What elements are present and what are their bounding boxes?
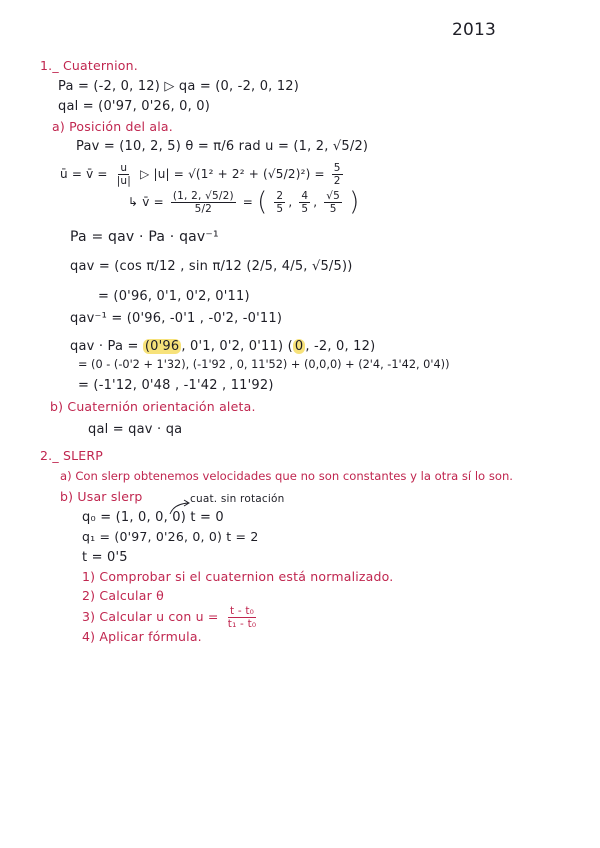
v-c3-num: √5 — [326, 190, 341, 202]
v-lhs: ↳ v̄ = — [128, 195, 164, 210]
v-frac-den: 5/2 — [194, 203, 213, 216]
qav-definition: qav = (cos π/12 , sin π/12 (2/5, 4/5, √5/5)) — [70, 259, 353, 274]
v-c1-num: 2 — [276, 190, 284, 202]
product-line — [70, 340, 375, 353]
qal-line: qal = (0'97, 0'26, 0, 0) — [58, 99, 211, 114]
unit-vector-line — [60, 162, 346, 187]
product-lhs: qav · Pa = — [70, 339, 139, 354]
step-1: 1) Comprobar si el cuaternion está normalizado. — [82, 569, 394, 584]
q1-line: q₁ = (0'97, 0'26, 0, 0) t = 2 — [82, 529, 259, 544]
product-expansion: = (0 - (-0'2 + 1'32), (-1'92 , 0, 11'52) + (0,0,0) + (2'4, -1'42, 0'4)) — [78, 358, 450, 371]
qav-value: = (0'96, 0'1, 0'2, 0'11) — [98, 289, 250, 304]
part-b-heading: b) Cuaternión orientación aleta. — [50, 399, 256, 414]
u-over-norm-fraction — [115, 162, 133, 187]
norm-result-num: 5 — [333, 162, 341, 174]
norm-result-den: 2 — [333, 175, 341, 188]
v-c2-num: 4 — [301, 190, 309, 202]
pa-line: Pa = (-2, 0, 12) ▷ qa = (0, -2, 0, 12) — [58, 79, 300, 94]
u-frac-den: |u| — [116, 175, 132, 188]
part-a-heading: a) Posición del ala. — [52, 119, 173, 134]
annotation-no-rotation: cuat. sin rotación — [190, 493, 285, 505]
v-c3-den: 5 — [329, 203, 337, 216]
step-3-text: 3) Calcular u con u = — [82, 609, 219, 625]
normalized-vector-line: ↳ v̄ = $\frac{(1, 2, √5/2)}{5/2}$ = ( $\frac{2}{5}$ , $\frac{4}{5}$ , $\frac{√5}{5}$ ) — [128, 187, 360, 218]
qav-inverse: qav⁻¹ = (0'96, -0'1 , -0'2, -0'11) — [70, 311, 283, 326]
t-value: t = 0'5 — [82, 550, 128, 565]
v-frac-num: (1, 2, √5/2) — [172, 190, 234, 202]
u-formula-den: t₁ - t₀ — [227, 618, 257, 631]
norm-result-fraction — [332, 162, 343, 187]
u-frac-num: u — [120, 162, 128, 174]
v-component-1 — [274, 190, 285, 215]
step-3 — [82, 605, 261, 630]
v-equals: = — [242, 195, 254, 210]
year-label: 2013 — [452, 20, 497, 40]
product-middle: , 0'1, 0'2, 0'11) ( — [181, 339, 293, 354]
v-component-2 — [299, 190, 310, 215]
step-4: 4) Aplicar fórmula. — [82, 629, 202, 644]
product-tail: , -2, 0, 12) — [305, 339, 376, 354]
section-1-heading: 1._ Cuaternion. — [40, 58, 138, 73]
product-result: = (-1'12, 0'48 , -1'42 , 11'92) — [78, 378, 274, 393]
u-formula-num: t - t₀ — [229, 605, 255, 617]
unit-vector-lhs: ū = v̄ = — [60, 167, 108, 182]
v-c1-den: 5 — [276, 203, 284, 216]
highlight-zero-component: 0 — [294, 339, 304, 354]
highlight-first-component: (0'96 — [144, 339, 180, 354]
v-component-3 — [324, 190, 342, 215]
q0-line: q₀ = (1, 0, 0, 0) t = 0 — [82, 510, 224, 525]
norm-expression: ▷ |u| = √(1² + 2² + (√5/2)²) = — [140, 167, 325, 182]
v-open-paren: ( — [257, 187, 268, 218]
v-c2-den: 5 — [301, 203, 309, 216]
qal-formula: qal = qav · qa — [88, 422, 183, 437]
u-formula-fraction — [226, 605, 259, 630]
slerp-part-b: b) Usar slerp — [60, 489, 143, 504]
slerp-part-a: a) Con slerp obtenemos velocidades que no son constantes y la otra sí lo son. — [60, 469, 513, 483]
pa-transform-equation: Pa = qav · Pa · qav⁻¹ — [70, 229, 219, 245]
section-2-heading: 2._ SLERP — [40, 448, 103, 463]
v-close-paren: ) — [349, 187, 360, 218]
v-fraction — [171, 190, 236, 215]
pav-line: Pav = (10, 2, 5) θ = π/6 rad u = (1, 2, √5/2) — [76, 139, 369, 154]
step-2: 2) Calcular θ — [82, 588, 164, 603]
